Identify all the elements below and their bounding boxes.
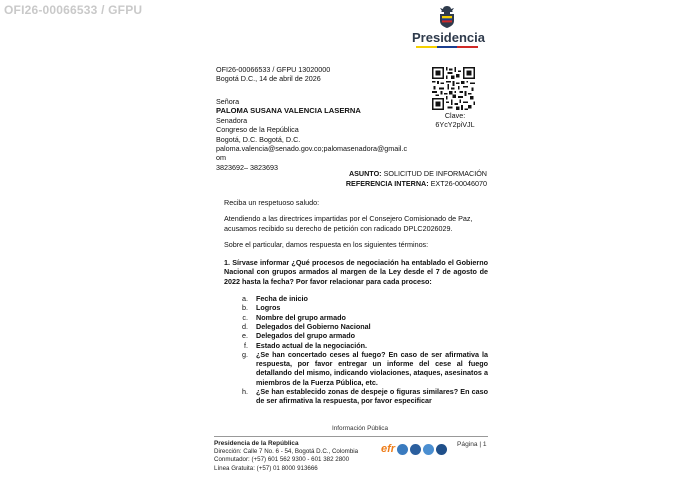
cert-seal-icon: [423, 444, 434, 455]
recipient-phone: 3823692– 3823693: [216, 162, 278, 172]
place-date: Bogotá D.C., 14 de abril de 2026: [216, 74, 321, 84]
referencia-value: EXT26-00046070: [430, 178, 487, 188]
clave-code: [427, 111, 483, 129]
cert-seal-icon: [397, 444, 408, 455]
classification-label: Información Pública: [331, 425, 389, 432]
footer-contact: [214, 440, 384, 473]
flag-bar: [416, 46, 478, 48]
list-item: [224, 294, 488, 303]
recipient-role: Senadora: [216, 115, 248, 125]
flag-blue: [437, 46, 458, 48]
cert-seal-icon: [410, 444, 421, 455]
item-text: Delegados del Gobierno Nacional: [256, 321, 371, 331]
footer-address: Dirección: Calle 7 No. 6 - 54, Bogotá D.C., Colombia: [214, 448, 359, 456]
recipient-city: Bogotá, D.C. Bogotá, D.C.: [216, 134, 301, 144]
item-letter: a.: [242, 294, 248, 304]
item-text: Logros: [256, 303, 281, 313]
item-text: Estado actual de la negociación.: [256, 340, 368, 350]
efr-logo: efr: [381, 443, 396, 455]
qr-code: [432, 67, 475, 110]
paragraph-2: Sobre el particular, damos respuesta en los siguientes términos:: [224, 239, 429, 249]
item-letter: e.: [242, 331, 248, 341]
list-item: [224, 303, 488, 312]
recipient-email: paloma.valencia@senado.gov.co;palomasenadora@gmail.c: [216, 144, 408, 154]
asunto-label: ASUNTO:: [348, 169, 382, 178]
item-letter: f.: [244, 340, 248, 350]
referencia-line: [300, 179, 487, 189]
item-letter: g.: [242, 349, 248, 359]
footer-org: Presidencia de la República: [214, 440, 299, 447]
reference-line: OFI26-00066533 / GFPU 13020000: [216, 65, 331, 74]
clave-label: Clave:: [444, 111, 466, 120]
document-header: [216, 65, 330, 84]
list-item: [224, 322, 488, 331]
subject-block: [300, 169, 487, 188]
clave-value: 6YcY2piVJL: [435, 120, 475, 129]
list-item: [224, 387, 488, 406]
item-letter: b.: [242, 303, 248, 313]
asunto-line: [300, 169, 487, 179]
question-1: 1. Sírvase informar ¿Qué procesos de negociación ha entablado el Gobierno Nacional con grupos armados al margen de la Ley desde el 7 de agosto de 2022 hasta la fecha? Por favor relacionar para cada proceso:: [224, 258, 488, 286]
footer-divider: [214, 436, 488, 437]
item-text: ¿Se han concertado ceses al fuego? En caso de ser afirmativa la respuesta, por favor entregar un informe del cese al fuego detallando del mismo, indicando violaciones, ataques, asesinatos a miembros de la Fuerza Pública, etc.: [256, 349, 488, 387]
flag-red: [457, 46, 478, 48]
document-watermark: OFI26-00066533 / GFPU: [4, 3, 143, 17]
presidencia-wordmark: Presidencia: [412, 30, 485, 45]
recipient-email-cont: om: [216, 153, 226, 163]
footer-free-line: Línea Gratuita: (+57) 01 8000 913666: [214, 464, 318, 472]
list-item: [224, 331, 488, 340]
item-text: Fecha de inicio: [256, 294, 308, 304]
item-text: ¿Se han establecido zonas de despeje o figuras similares? En caso de ser afirmativa la respuesta, por favor especificar: [256, 387, 488, 406]
item-text: Nombre del grupo armado: [256, 312, 346, 322]
item-letter: d.: [242, 321, 248, 331]
list-item: [224, 350, 488, 387]
recipient-institution: Congreso de la República: [216, 125, 299, 135]
question-items: [224, 294, 488, 406]
item-letter: h.: [242, 387, 248, 397]
item-text: Delegados del grupo armado: [256, 331, 356, 341]
referencia-label: REFERENCIA INTERNA:: [345, 178, 429, 188]
cert-seal-icon: [436, 444, 447, 455]
list-item: [224, 341, 488, 350]
page-number: Página | 1: [457, 441, 487, 448]
asunto-value: SOLICITUD DE INFORMACIÓN: [383, 169, 487, 178]
presidencia-logo: [412, 5, 485, 48]
coat-of-arms-icon: [436, 5, 458, 29]
footer-switchboard: Conmutador: (+57) 601 562 9300 - 601 382 2800: [214, 456, 350, 464]
certification-logos: [381, 441, 455, 457]
greeting: Reciba un respetuoso saludo:: [224, 198, 320, 207]
recipient-block: [216, 97, 426, 172]
item-letter: c.: [242, 312, 248, 322]
list-item: [224, 313, 488, 322]
paragraph-1: Atendiendo a las directrices impartidas por el Consejero Comisionado de Paz, acusamos recibido su derecho de petición con radicado DPLC2026029.: [224, 214, 473, 233]
recipient-salutation: Señora: [216, 97, 240, 106]
flag-yellow: [416, 46, 437, 48]
letter-body: [224, 198, 488, 406]
recipient-name: PALOMA SUSANA VALENCIA LASERNA: [216, 106, 361, 116]
